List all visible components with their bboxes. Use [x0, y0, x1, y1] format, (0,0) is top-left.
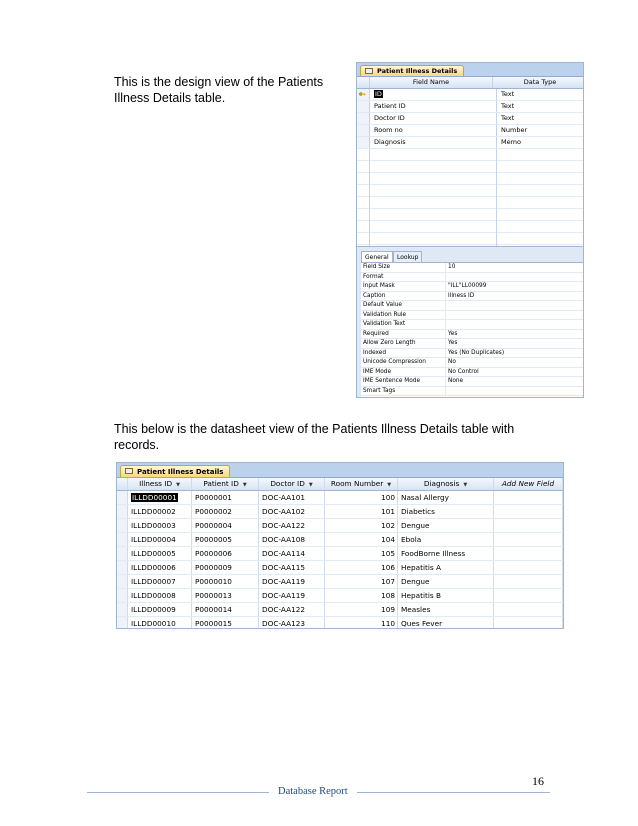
property-value[interactable]: Yes [448, 330, 458, 337]
diagnosis-cell[interactable]: Diabetics [398, 505, 494, 518]
diagnosis-cell[interactable]: Dengue [398, 575, 494, 588]
property-value[interactable]: Yes [448, 340, 458, 346]
illness-id-cell[interactable]: ILLDD00003 [128, 519, 192, 532]
property-name: IME Mode [361, 368, 446, 377]
datasheet-view-window [116, 462, 564, 629]
design-object-tab[interactable] [360, 65, 464, 76]
record-selector[interactable] [117, 561, 128, 574]
property-row [361, 292, 583, 302]
diagnosis-cell[interactable]: Hepatitis B [398, 589, 494, 602]
illness-id-cell[interactable]: ILLDD00006 [128, 561, 192, 574]
property-name: Unicode Compression [361, 358, 446, 367]
design-field-row[interactable] [357, 89, 583, 101]
property-name: Allow Zero Length [361, 339, 446, 348]
row-selector[interactable] [357, 101, 370, 112]
select-all-corner[interactable] [117, 478, 128, 490]
property-row [361, 320, 583, 330]
doctor-id-cell[interactable]: DOC-AA119 [259, 575, 325, 588]
field-name-cell[interactable]: Doctor ID [370, 113, 497, 124]
doctor-id-cell[interactable]: DOC-AA123 [259, 617, 325, 629]
add-new-field-cell[interactable] [494, 575, 563, 588]
table-row[interactable] [117, 617, 563, 629]
add-new-field-cell[interactable] [494, 505, 563, 518]
data-type-cell[interactable]: Memo [501, 138, 521, 146]
room-number-cell[interactable]: 110 [325, 617, 398, 629]
table-row[interactable] [117, 491, 563, 505]
add-new-field-cell[interactable] [494, 519, 563, 532]
property-name: Indexed [361, 349, 446, 358]
patient-id-cell[interactable]: P0000014 [192, 603, 259, 616]
property-row [361, 301, 583, 311]
design-field-rows [357, 89, 583, 149]
table-row[interactable] [117, 547, 563, 561]
patient-id-cell[interactable]: P0000013 [192, 589, 259, 602]
property-value[interactable]: No Control [448, 368, 479, 375]
property-name: Input Mask [361, 282, 446, 291]
add-new-field-cell[interactable] [494, 589, 563, 602]
datasheet-tabstrip [117, 463, 563, 478]
property-row [361, 368, 583, 378]
record-selector[interactable] [117, 491, 128, 504]
property-value[interactable] [446, 311, 583, 320]
sort-dropdown-icon[interactable]: ▼ [387, 482, 392, 488]
sort-dropdown-icon[interactable]: ▼ [463, 482, 468, 488]
table-icon [125, 468, 133, 474]
add-new-field-cell[interactable] [494, 561, 563, 574]
diagnosis-cell[interactable]: Ebola [398, 533, 494, 546]
doctor-id-cell[interactable]: DOC-AA114 [259, 547, 325, 560]
design-field-row[interactable] [357, 113, 583, 125]
column-header-room-number[interactable]: Room Number ▼ [325, 478, 398, 490]
property-row [361, 349, 583, 359]
property-row [361, 263, 583, 273]
field-name-header[interactable]: Field Name [370, 77, 493, 88]
doctor-id-cell[interactable]: DOC-AA108 [259, 533, 325, 546]
datasheet-object-tab[interactable] [120, 465, 230, 477]
table-row[interactable] [117, 575, 563, 589]
room-number-cell[interactable]: 108 [325, 589, 398, 602]
data-type-cell[interactable]: Text [501, 114, 515, 122]
design-view-caption: This is the design view of the Patients Illness Details table. [114, 75, 324, 105]
tab-general[interactable]: General [361, 251, 393, 262]
data-type-cell[interactable]: Text [501, 90, 515, 98]
doctor-id-cell[interactable]: DOC-AA102 [259, 505, 325, 518]
diagnosis-cell[interactable]: Ques Fever [398, 617, 494, 629]
diagnosis-cell[interactable]: Measles [398, 603, 494, 616]
sort-dropdown-icon[interactable]: ▼ [242, 482, 247, 488]
add-new-field-cell[interactable] [494, 603, 563, 616]
table-icon [365, 68, 373, 74]
illness-id-cell[interactable]: ILLDD00010 [128, 617, 192, 629]
property-value[interactable]: 10 [448, 264, 456, 270]
property-name: Validation Rule [361, 311, 446, 320]
property-row [361, 387, 583, 397]
record-selector[interactable] [117, 603, 128, 616]
add-new-field-cell[interactable] [494, 617, 563, 629]
doctor-id-cell[interactable]: DOC-AA101 [259, 491, 325, 504]
record-selector[interactable] [117, 617, 128, 629]
design-view-window [356, 62, 584, 398]
doctor-id-cell[interactable]: DOC-AA119 [259, 589, 325, 602]
property-name: Smart Tags [361, 387, 446, 396]
doctor-id-cell[interactable]: DOC-AA115 [259, 561, 325, 574]
illness-id-cell[interactable]: ILLDD00007 [128, 575, 192, 588]
illness-id-cell[interactable]: ILLDD00005 [128, 547, 192, 560]
primary-key-icon [359, 91, 366, 97]
illness-id-cell[interactable]: ILLDD00001 [128, 491, 192, 504]
property-row [361, 330, 583, 340]
column-header-illness-id[interactable]: Illness ID ▼ [128, 478, 192, 490]
property-name: Caption [361, 292, 446, 301]
room-number-cell[interactable]: 106 [325, 561, 398, 574]
add-new-field-cell[interactable] [494, 491, 563, 504]
record-selector[interactable] [117, 575, 128, 588]
field-name-cell[interactable]: Patient ID [370, 101, 497, 112]
row-selector[interactable] [357, 113, 370, 124]
diagnosis-cell[interactable]: Hepatitis A [398, 561, 494, 574]
record-selector[interactable] [117, 519, 128, 532]
row-selector[interactable] [357, 125, 370, 136]
column-header-doctor-id[interactable]: Doctor ID ▼ [259, 478, 325, 490]
design-grid-header [357, 77, 583, 89]
table-row[interactable] [117, 561, 563, 575]
sort-dropdown-icon[interactable]: ▼ [176, 482, 180, 488]
record-selector[interactable] [117, 505, 128, 518]
illness-id-cell[interactable]: ILLDD00002 [128, 505, 192, 518]
room-number-cell[interactable]: 101 [325, 505, 398, 518]
design-tab-label: Patient Illness Details [377, 67, 458, 75]
illness-id-cell[interactable]: ILLDD00009 [128, 603, 192, 616]
property-row [361, 377, 583, 387]
record-selector[interactable] [117, 547, 128, 560]
room-number-cell[interactable]: 109 [325, 603, 398, 616]
datasheet-tab-label: Patient Illness Details [137, 468, 224, 476]
table-row[interactable] [117, 589, 563, 603]
patient-id-cell[interactable]: P0000002 [192, 505, 259, 518]
patient-id-cell[interactable]: P0000009 [192, 561, 259, 574]
patient-id-cell[interactable]: P0000001 [192, 491, 259, 504]
data-type-cell[interactable]: Number [501, 126, 528, 134]
design-field-row[interactable] [357, 137, 583, 149]
page-number: 16 [532, 774, 544, 788]
row-selector[interactable] [357, 137, 370, 148]
design-tabstrip [357, 63, 583, 77]
column-header-add-new-field[interactable]: Add New Field [494, 478, 563, 490]
datasheet-view-caption: This below is the datasheet view of the Patients Illness Details table with records. [114, 422, 515, 452]
table-row[interactable] [117, 505, 563, 519]
property-value[interactable] [446, 387, 583, 396]
add-new-field-cell[interactable] [494, 547, 563, 560]
field-name-cell[interactable]: Room no [370, 125, 497, 136]
property-value[interactable]: Yes (No Duplicates) [448, 349, 505, 356]
add-new-field-cell[interactable] [494, 533, 563, 546]
doctor-id-cell[interactable]: DOC-AA122 [259, 519, 325, 532]
diagnosis-cell[interactable]: Nasal Allergy [398, 491, 494, 504]
room-number-cell[interactable]: 107 [325, 575, 398, 588]
property-name: Field Size [361, 263, 446, 272]
field-properties-pane [357, 246, 583, 397]
data-type-header[interactable]: Data Type [523, 78, 557, 86]
record-selector[interactable] [117, 589, 128, 602]
design-field-row[interactable] [357, 101, 583, 113]
footer-title: Database Report [269, 786, 357, 797]
patient-id-cell[interactable]: P0000004 [192, 519, 259, 532]
patient-id-cell[interactable]: P0000010 [192, 575, 259, 588]
property-value[interactable]: "ILL"LL00099 [448, 283, 487, 289]
property-value[interactable]: Illness ID [448, 292, 475, 299]
property-value[interactable]: No [448, 359, 456, 365]
table-row[interactable] [117, 533, 563, 547]
property-row [361, 358, 583, 368]
property-row [361, 311, 583, 321]
table-row[interactable] [117, 603, 563, 617]
diagnosis-cell[interactable]: FoodBorne Illness [398, 547, 494, 560]
property-name: IME Sentence Mode [361, 377, 446, 386]
property-sheet [361, 262, 583, 397]
property-value[interactable]: None [448, 378, 464, 384]
field-name-cell[interactable]: Diagnosis [370, 137, 497, 148]
tab-lookup[interactable]: Lookup [393, 251, 422, 262]
patient-id-cell[interactable]: P0000006 [192, 547, 259, 560]
row-selector[interactable] [357, 89, 370, 100]
property-name: Default Value [361, 301, 446, 310]
patient-id-cell[interactable]: P0000005 [192, 533, 259, 546]
property-name: Validation Text [361, 320, 446, 329]
room-number-cell[interactable]: 105 [325, 547, 398, 560]
patient-id-cell[interactable]: P0000015 [192, 617, 259, 629]
property-name: Format [361, 273, 446, 282]
design-field-row[interactable] [357, 125, 583, 137]
room-number-cell[interactable]: 100 [325, 491, 398, 504]
property-value[interactable] [446, 273, 583, 282]
room-number-cell[interactable]: 102 [325, 519, 398, 532]
illness-id-cell[interactable]: ILLDD00004 [128, 533, 192, 546]
room-number-cell[interactable]: 104 [325, 533, 398, 546]
illness-id-cell[interactable]: ILLDD00008 [128, 589, 192, 602]
property-row [361, 339, 583, 349]
table-row[interactable] [117, 519, 563, 533]
column-header-diagnosis[interactable]: Diagnosis ▼ [398, 478, 494, 490]
property-row [361, 273, 583, 283]
doctor-id-cell[interactable]: DOC-AA122 [259, 603, 325, 616]
property-row [361, 282, 583, 292]
diagnosis-cell[interactable]: Dengue [398, 519, 494, 532]
data-type-cell[interactable]: Text [501, 102, 515, 110]
sort-dropdown-icon[interactable]: ▼ [308, 482, 313, 488]
property-value[interactable] [446, 301, 583, 310]
column-header-patient-id[interactable]: Patient ID ▼ [192, 478, 259, 490]
record-selector[interactable] [117, 533, 128, 546]
datasheet-rows [117, 491, 563, 629]
property-value[interactable] [446, 320, 583, 329]
property-name: Required [361, 330, 446, 339]
datasheet-header [117, 478, 563, 491]
field-name-cell[interactable]: ID [370, 89, 497, 100]
